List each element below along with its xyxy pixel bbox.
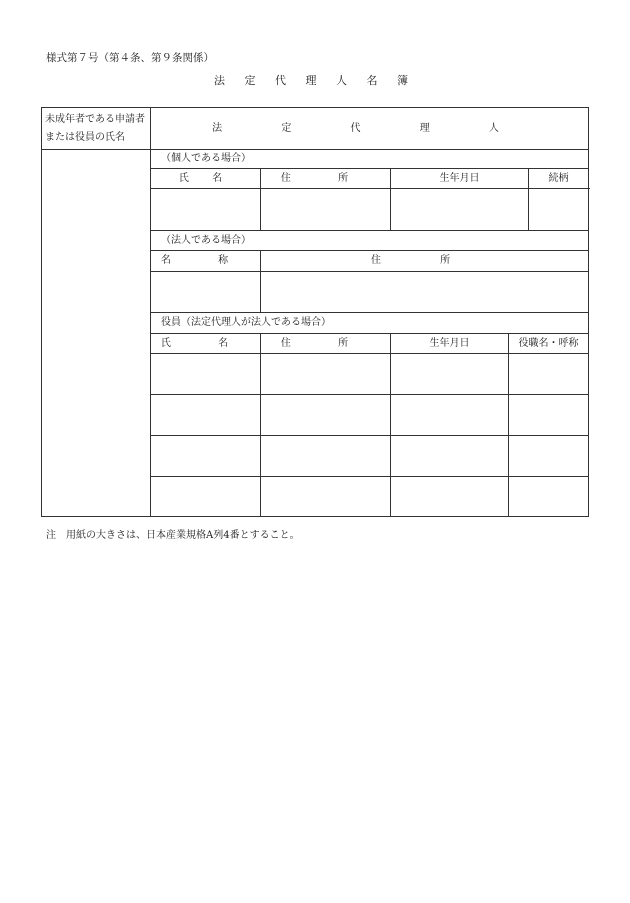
- corporation-address-cell[interactable]: [261, 272, 589, 313]
- individual-birthdate-col: 生年月日: [391, 169, 529, 189]
- individual-birthdate-cell[interactable]: [391, 189, 529, 231]
- officer-name-col: 氏 名: [151, 334, 261, 354]
- officer-address-cell[interactable]: [261, 354, 391, 395]
- individual-name-col: 氏 名: [151, 169, 261, 189]
- officer-address-cell[interactable]: [261, 477, 391, 517]
- officer-name-cell[interactable]: [151, 354, 261, 395]
- applicant-name-header: 未成年者である申請者または役員の氏名: [42, 108, 151, 150]
- officer-birthdate-cell[interactable]: [391, 436, 509, 477]
- legal-representative-table: [41, 107, 589, 517]
- applicant-name-cell[interactable]: [42, 150, 151, 517]
- legal-representative-header: 法 定 代 理 人: [151, 108, 589, 150]
- officer-birthdate-cell[interactable]: [391, 477, 509, 517]
- officer-title-cell[interactable]: [509, 395, 589, 436]
- individual-address-col: 住 所: [261, 169, 391, 189]
- footnote: 注 用紙の大きさは、日本産業規格A列4番とすること。: [46, 530, 300, 541]
- form-number: 様式第７号（第４条、第９条関係）: [46, 52, 214, 64]
- corporation-section-label: （法人である場合）: [151, 231, 589, 251]
- individual-relationship-col: 続柄: [529, 169, 589, 189]
- officer-address-col: 住 所: [261, 334, 391, 354]
- officer-title-cell[interactable]: [509, 436, 589, 477]
- individual-address-cell[interactable]: [261, 189, 391, 231]
- corporation-address-col: 住 所: [261, 251, 589, 272]
- officer-title-cell[interactable]: [509, 354, 589, 395]
- document-title: 法 定 代 理 人 名 簿: [214, 74, 416, 87]
- corporation-name-cell[interactable]: [151, 272, 261, 313]
- officer-name-cell[interactable]: [151, 436, 261, 477]
- officer-title-cell[interactable]: [509, 477, 589, 517]
- individual-name-cell[interactable]: [151, 189, 261, 231]
- individual-section-label: （個人である場合）: [151, 150, 589, 169]
- officer-name-cell[interactable]: [151, 477, 261, 517]
- officer-birthdate-cell[interactable]: [391, 354, 509, 395]
- officers-section-label: 役員（法定代理人が法人である場合）: [151, 313, 589, 334]
- officer-title-col: 役職名・呼称: [509, 334, 589, 354]
- officer-birthdate-cell[interactable]: [391, 395, 509, 436]
- officer-address-cell[interactable]: [261, 436, 391, 477]
- officer-name-cell[interactable]: [151, 395, 261, 436]
- individual-relationship-cell[interactable]: [529, 189, 589, 231]
- officer-birthdate-col: 生年月日: [391, 334, 509, 354]
- officer-address-cell[interactable]: [261, 395, 391, 436]
- corporation-name-col: 名 称: [151, 251, 261, 272]
